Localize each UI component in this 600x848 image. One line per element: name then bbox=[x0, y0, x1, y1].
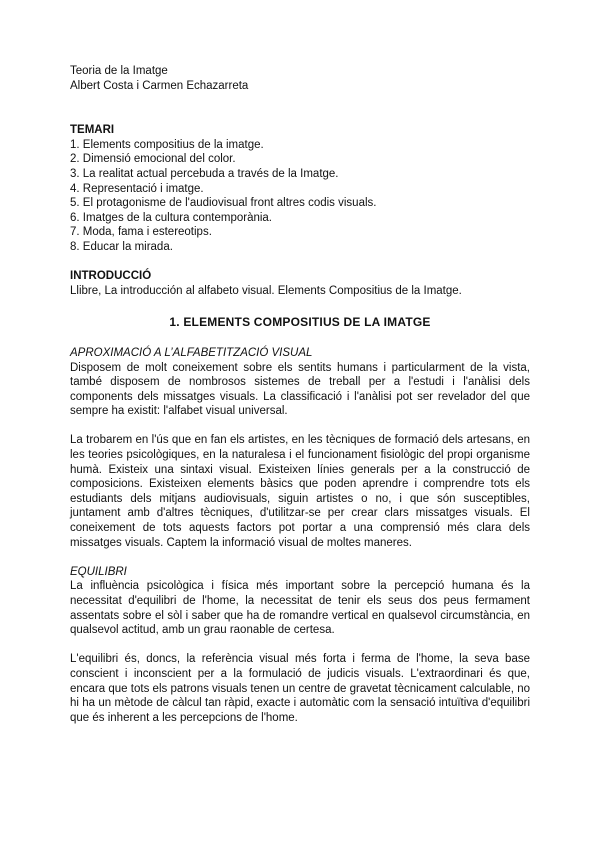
introduccio-heading: INTRODUCCIÓ bbox=[70, 270, 152, 283]
aproximacio-paragraph: La trobarem en l'ús que en fan els artistes, en les tècniques de formació dels artesans, en les teories psicològiques, en la naturalesa i el funcionament fisiològic del propi organisme humà. Existeix una sintaxi visual. Existeixen línies generals per a la construcció de composicions. Existeixen elements bàsics que poden aprendre i comprendre tots els estudiants dels mitjans audiovisuals, siguin artistes o no, i que són susceptibles, juntament amb d'altres tècniques, d'utilitzar-se per crear clars missatges visuals. El coneixement de tots aquests factors pot portar a una comprensió més clara dels missatges visuals. Captem la informació visual de moltes maneres. bbox=[70, 434, 530, 549]
temari-item: 2. Dimensió emocional del color. bbox=[70, 153, 236, 166]
temari-item: 7. Moda, fama i estereotips. bbox=[70, 226, 212, 239]
aproximacio-heading: APROXIMACIÓ A L’ALFABETITZACIÓ VISUAL bbox=[70, 346, 313, 359]
temari-item: 3. La realitat actual percebuda a través de la Imatge. bbox=[70, 167, 339, 180]
temari-list bbox=[70, 138, 530, 255]
document-title: Teoria de la Imatge bbox=[70, 65, 168, 77]
temari-item: 4. Representació i imatge. bbox=[70, 182, 204, 195]
chapter-heading: 1. ELEMENTS COMPOSITIUS DE LA IMATGE bbox=[169, 315, 431, 330]
temari-item: 6. Imatges de la cultura contemporània. bbox=[70, 211, 273, 224]
temari-item: 1. Elements compositius de la imatge. bbox=[70, 138, 264, 151]
temari-heading: TEMARI bbox=[70, 124, 115, 137]
temari-item: 8. Educar la mirada. bbox=[70, 240, 173, 253]
introduccio-text: Llibre, La introducción al alfabeto visual. Elements Compositius de la Imatge. bbox=[70, 284, 462, 297]
equilibri-paragraph: L'equilibri és, doncs, la referència visual més forta i ferma de l'home, la seva base conscient i inconscient per a la formulació de judicis visuals. L'extraordinari és que, encara que tots els patrons visuals tenen un centre de gravetat tècnicament calculable, no hi ha un mètode de càlcul tan ràpid, exacte i automàtic com la sensació intuïtiva d'equilibri que és inherent a les percepcions de l'home. bbox=[70, 653, 530, 724]
equilibri-paragraph: La influència psicològica i física més important sobre la percepció humana és la necessitat d'equilibri de l'home, la necessitat de tenir els seus dos peus fermament assentats sobre el sòl i saber que ha de romandre vertical en qualsevol circumstància, en qualsevol actitud, amb un grau raonable de certesa. bbox=[70, 580, 530, 637]
temari-item: 5. El protagonisme de l'audiovisual front altres codis visuals. bbox=[70, 197, 377, 210]
aproximacio-paragraph: Disposem de molt coneixement sobre els sentits humans i particularment de la vista, també disposem de nombrosos sistemes de treball per a l'estudi i l'anàlisi dels components dels missatges visuals. La classificació i l'anàlisi pot ser revelador del que sempre ha existit: l'alfabet visual universal. bbox=[70, 361, 530, 418]
equilibri-heading: EQUILIBRI bbox=[70, 565, 127, 578]
document-authors: Albert Costa i Carmen Echazarreta bbox=[70, 79, 249, 92]
